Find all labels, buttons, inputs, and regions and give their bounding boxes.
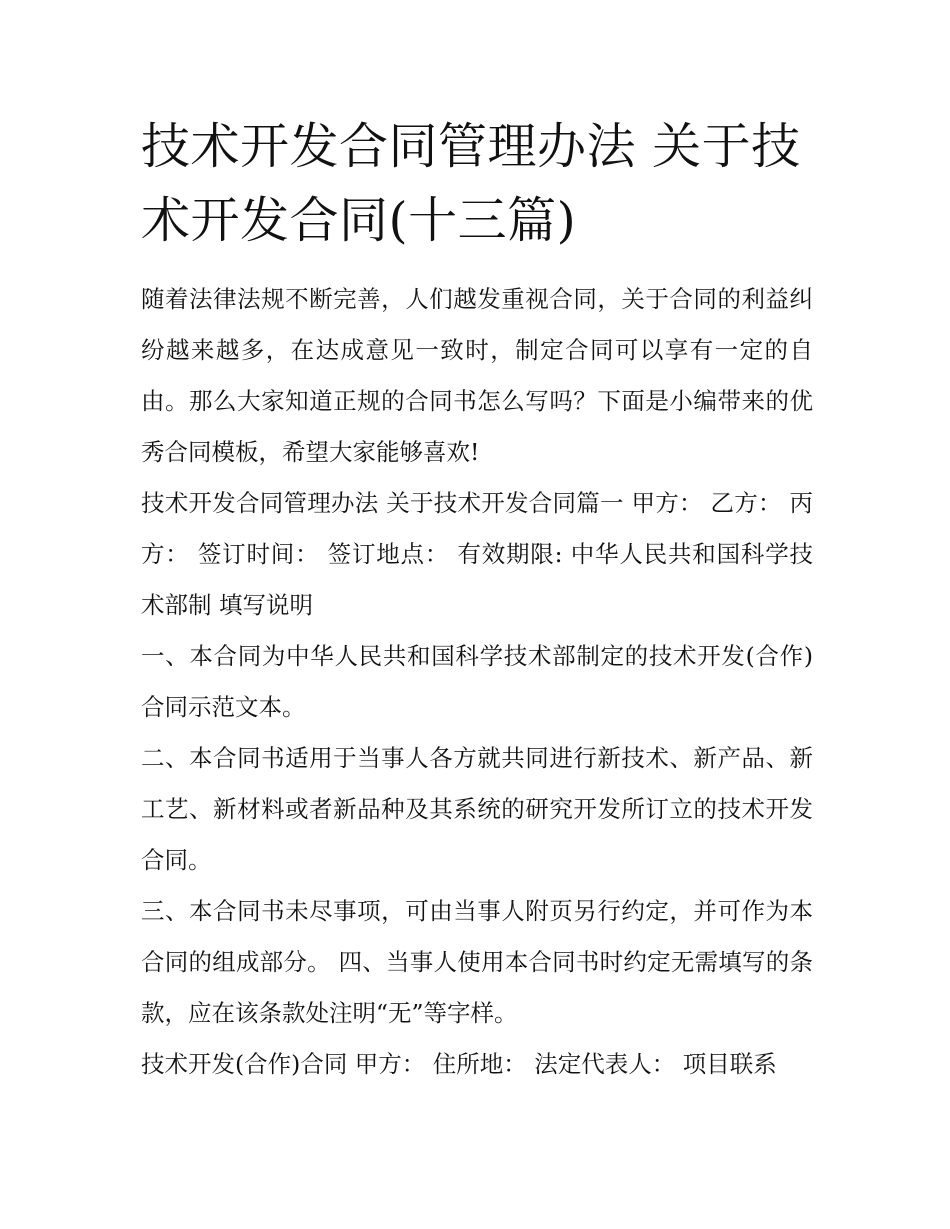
document-title: 技术开发合同管理办法 关于技术开发合同(十三篇) bbox=[141, 118, 801, 249]
paragraph-contract-parties: 技术开发(合作)合同 甲方： 住所地： 法定代表人： 项目联系 bbox=[141, 1050, 777, 1078]
paragraph-note-2: 二、本合同书适用于当事人各方就共同进行新技术、新产品、新工艺、新材料或者新品种及其系统的研究开发所订立的技术开发合同。 bbox=[141, 744, 813, 874]
paragraph-intro: 随着法律法规不断完善，人们越发重视合同，关于合同的利益纠纷越来越多，在达成意见一致时，制定合同可以享有一定的自由。那么大家知道正规的合同书怎么写吗？下面是小编带来的优秀合同模板，希望大家能够喜欢! bbox=[141, 285, 813, 466]
paragraph-note-1: 一、本合同为中华人民共和国科学技术部制定的技术开发(合作)合同示范文本。 bbox=[141, 642, 813, 721]
document-page bbox=[141, 110, 813, 1090]
paragraph-contract-header: 技术开发合同管理办法 关于技术开发合同篇一 甲方： 乙方： 丙方： 签订时间： 签订地点： 有效期限: 中华人民共和国科学技术部制 填写说明 bbox=[141, 489, 813, 619]
paragraph-note-3-4: 三、本合同书未尽事项，可由当事人附页另行约定，并可作为本合同的组成部分。 四、当事人使用本合同书时约定无需填写的条款，应在该条款处注明“无”等字样。 bbox=[141, 897, 813, 1027]
